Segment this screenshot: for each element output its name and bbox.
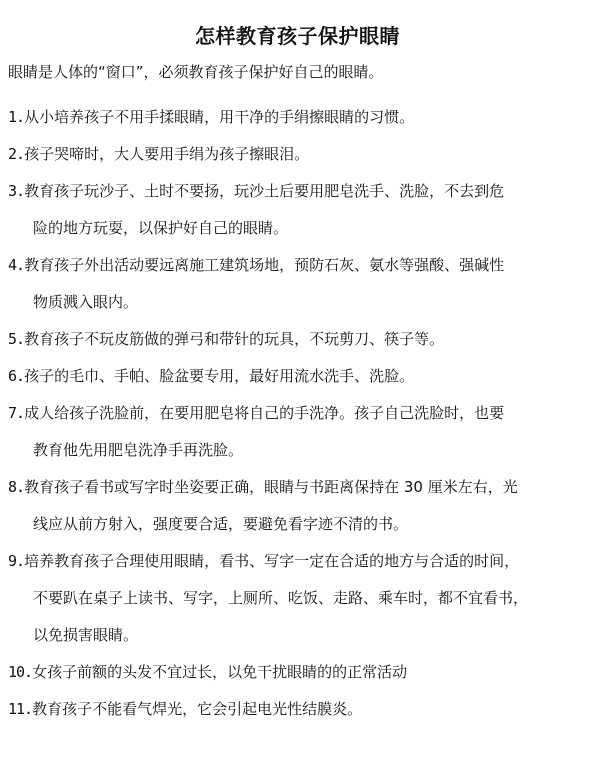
list-item-text: 线应从前方射入，强度要合适，要避免看字迹不清的书。 [33,515,409,533]
list-item-first-line [8,173,587,210]
list-item-text: 从小培养孩子不用手揉眼睛，用干净的手绢擦眼睛的习惯。 [24,108,415,126]
list-item-text: 成人给孩子洗脸前，在要用肥皂将自己的手洗净。孩子自己洗脸时，也要 [24,404,505,422]
list-item-text: 教育孩子玩沙子、土时不要扬，玩沙土后要用肥皂洗手、洗脸，不去到危 [24,182,505,200]
list-item-first-line [8,543,587,580]
list-item-first-line [8,321,587,358]
tips-list [8,99,587,728]
list-item-number: 8. [8,478,25,496]
list-item-text: 教育孩子看书或写字时坐姿要正确，眼睛与书距离保持在 30 厘米左右，光 [24,478,518,496]
list-item-first-line [8,99,587,136]
list-item-number: 3. [8,182,25,200]
list-item [8,136,587,173]
list-item-text: 不要趴在桌子上读书、写字，上厕所、吃饭、走路、乘车时，都不宜看书， [33,589,529,607]
list-item-continuation-line [8,617,587,654]
list-item [8,543,587,654]
list-item-first-line [8,136,587,173]
list-item [8,654,587,691]
list-item-number: 5. [8,330,25,348]
list-item-number: 10. [8,663,33,681]
list-item-text: 教育他先用肥皂洗净手再洗脸。 [33,441,244,459]
list-item-text: 女孩子前额的头发不宜过长，以免干扰眼睛的的正常活动 [32,663,408,681]
list-item-first-line [8,395,587,432]
list-item-first-line [8,469,587,506]
list-item-number: 4. [8,256,25,274]
list-item-number: 6. [8,367,25,385]
list-item-first-line [8,691,587,728]
list-item-text: 险的地方玩耍，以保护好自己的眼睛。 [33,219,289,237]
list-item-continuation-line [8,432,587,469]
list-item-number: 9. [8,552,25,570]
list-item [8,469,587,543]
list-item [8,691,587,728]
list-item-text: 培养教育孩子合理使用眼睛，看书、写字一定在合适的地方与合适的时间， [24,552,520,570]
list-item [8,173,587,247]
list-item-first-line [8,247,587,284]
list-item [8,321,587,358]
list-item-number: 7. [8,404,25,422]
list-item-continuation-line [8,506,587,543]
list-item [8,358,587,395]
list-item-text: 教育孩子不能看气焊光，它会引起电光性结膜炎。 [32,700,363,718]
list-item-number: 2. [8,145,25,163]
list-item [8,395,587,469]
list-item-text: 物质溅入眼内。 [33,293,139,311]
list-item-text: 教育孩子不玩皮筋做的弹弓和带针的玩具，不玩剪刀、筷子等。 [24,330,445,348]
list-item-first-line [8,654,587,691]
intro-paragraph: 眼睛是人体的“窗口”，必须教育孩子保护好自己的眼睛。 [8,63,384,81]
list-item-text: 以免损害眼睛。 [33,626,139,644]
list-item-first-line [8,358,587,395]
list-item [8,99,587,136]
page-title: 怎样教育孩子保护眼睛 [195,24,400,48]
list-item-continuation-line [8,580,587,617]
list-item-number: 1. [8,108,25,126]
list-item-number: 11. [8,700,33,718]
list-item-continuation-line [8,284,587,321]
list-item [8,247,587,321]
list-item-continuation-line [8,210,587,247]
list-item-text: 孩子哭啼时，大人要用手绢为孩子擦眼泪。 [24,145,310,163]
list-item-text: 教育孩子外出活动要远离施工建筑场地，预防石灰、氨水等强酸、强碱性 [24,256,505,274]
list-item-text: 孩子的毛巾、手帕、脸盆要专用，最好用流水洗手、洗脸。 [24,367,415,385]
